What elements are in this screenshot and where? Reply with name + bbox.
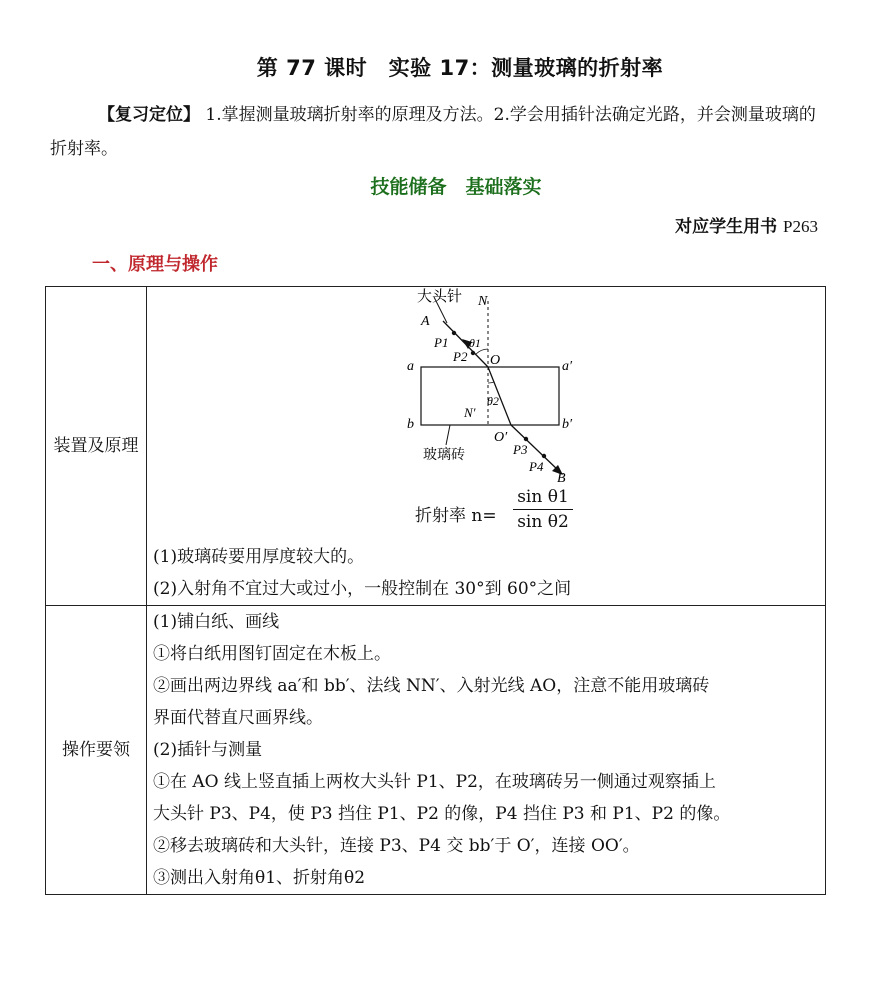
label-a: a	[407, 359, 414, 374]
refraction-diagram-svg	[153, 287, 823, 487]
step-line: ②画出两边界线 aa′和 bb′、法线 NN′、入射光线 AO，注意不能用玻璃砖	[153, 676, 710, 696]
step-line: ①将白纸用图钉固定在木板上。	[153, 644, 391, 664]
glass-pointer	[446, 425, 450, 445]
review-tag: 【复习定位】	[98, 105, 200, 125]
step-line: ①在 AO 线上竖直插上两枚大头针 P1、P2，在玻璃砖另一侧通过观察插上	[153, 772, 716, 792]
reference-text: 对应学生用书	[675, 217, 784, 237]
reference-page: P263	[783, 217, 818, 236]
principle-cell	[147, 287, 826, 606]
step-line: 大头针 P3、P4，使 P3 挡住 P1、P2 的像，P4 挡住 P3 和 P1、P2 的像。	[153, 804, 731, 824]
label-o: O	[490, 353, 501, 368]
formula-numerator: sin θ1	[513, 487, 573, 510]
label-a-prime: a′	[562, 359, 573, 374]
formula-fraction	[513, 487, 573, 532]
row-label-operation: 操作要领	[46, 606, 147, 895]
intro-text: 1.掌握测量玻璃折射率的原理及方法。2.学会用插针法确定光路，并会测量玻璃的折射率。	[50, 105, 816, 159]
intro-paragraph	[50, 98, 825, 166]
label-b-point: B	[557, 471, 566, 486]
table-row	[46, 606, 826, 895]
label-p1: P1	[434, 335, 449, 350]
angle-arc-theta2	[488, 382, 494, 383]
label-n-prime: N′	[464, 405, 476, 420]
principle-table	[45, 286, 826, 895]
formula-denominator: sin θ2	[517, 512, 569, 532]
pin-label: 大头针	[417, 287, 463, 305]
refraction-formula	[153, 487, 819, 541]
glass-label: 玻璃砖	[423, 447, 465, 463]
label-p3: P3	[513, 442, 528, 457]
section-title: 一、原理与操作	[92, 254, 218, 275]
book-reference	[675, 212, 818, 237]
step-line: (2)插针与测量	[153, 740, 263, 760]
label-b: b	[407, 417, 414, 432]
pin-p3	[524, 437, 528, 441]
step-line: (1)铺白纸、画线	[153, 612, 280, 632]
note-line: (1)玻璃砖要用厚度较大的。	[153, 547, 365, 567]
label-theta1: θ1	[469, 336, 481, 350]
label-b-prime: b′	[562, 417, 573, 432]
label-o-prime: O′	[494, 430, 508, 445]
table-row	[46, 287, 826, 606]
label-theta2: θ2	[487, 394, 499, 408]
label-p4: P4	[529, 459, 544, 474]
row-label-principle	[46, 287, 147, 606]
label-p2: P2	[453, 349, 468, 364]
label-n: N	[478, 294, 488, 309]
step-line: ③测出入射角θ1、折射角θ2	[153, 868, 366, 888]
pin-p1	[452, 331, 456, 335]
pin-p2	[471, 351, 475, 355]
refraction-diagram	[153, 287, 819, 487]
page-title: 第 77 课时 实验 17：测量玻璃的折射率	[256, 56, 664, 80]
label-a-point: A	[421, 314, 430, 329]
step-line: 界面代替直尺画界线。	[153, 708, 323, 728]
pin-p4	[542, 454, 546, 458]
note-line: (2)入射角不宜过大或过小，一般控制在 30°到 60°之间	[153, 579, 572, 599]
section-banner: 技能储备 基础落实	[370, 176, 542, 198]
operation-cell	[147, 606, 826, 895]
row-label-text: 装置及原理	[53, 435, 139, 456]
formula-label: 折射率 n=	[415, 506, 497, 526]
step-line: ②移去玻璃砖和大头针，连接 P3、P4 交 bb′于 O′，连接 OO′。	[153, 836, 640, 856]
